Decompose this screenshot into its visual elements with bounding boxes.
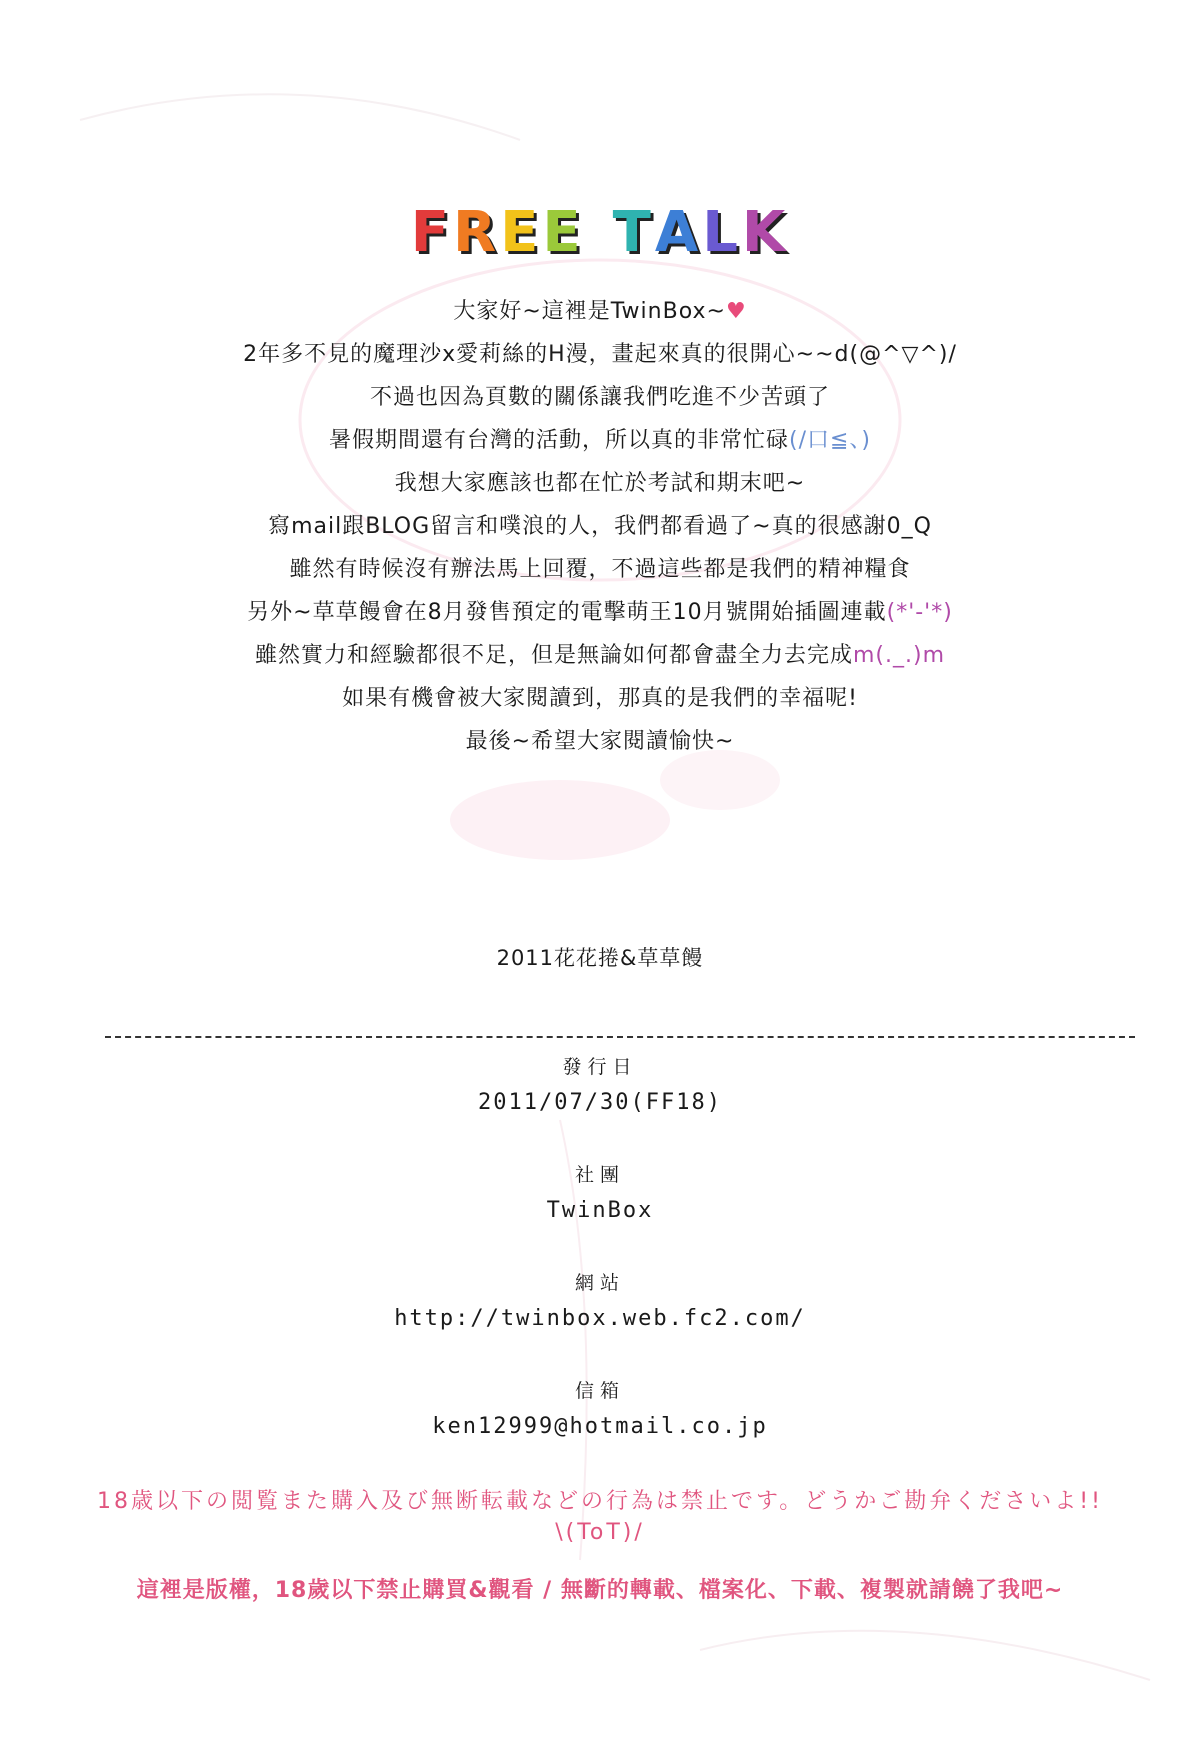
- title-letter: R: [452, 200, 501, 265]
- talk-line: 我想大家應該也都在忙於考試和期末吧~: [394, 471, 806, 496]
- talk-text: 雖然實力和經驗都很不足，但是無論如何都會盡全力去完成: [254, 643, 853, 668]
- talk-line: 最後~希望大家閱讀愉快~: [465, 729, 735, 754]
- free-talk-body: [0, 290, 1200, 763]
- dashed-divider: [105, 1036, 1135, 1038]
- talk-line: 雖然有時候沒有辦法馬上回覆，不過這些都是我們的精神糧食: [289, 557, 911, 582]
- date-value: 2011/07/30(FF18): [478, 1090, 722, 1115]
- title-letter: K: [741, 200, 790, 265]
- website-label: 網站: [574, 1272, 625, 1294]
- title-letter: A: [654, 200, 703, 265]
- age-warning-japanese: 18歳以下の閲覧また購入及び無断転載などの行為は禁止です。どうかご勘弁くださいよ!!: [97, 1489, 1103, 1514]
- emoticon: m(._.)m: [853, 643, 946, 668]
- title-letter: T: [612, 200, 655, 265]
- heart-icon: ♥: [725, 299, 747, 324]
- talk-line: 不過也因為頁數的關係讓我們吃進不少苦頭了: [369, 385, 830, 410]
- crying-emoticon: \(ToT)/: [555, 1520, 645, 1545]
- copyright-warning-chinese: 這裡是版權，18歲以下禁止購買&觀看 / 無斷的轉載、檔案化、下載、複製就請饒了我吧~: [136, 1578, 1064, 1603]
- date-label: 發行日: [562, 1056, 638, 1078]
- website-link[interactable]: http://twinbox.web.fc2.com/: [394, 1306, 806, 1331]
- talk-line: 如果有機會被大家閱讀到，那真的是我們的幸福呢!: [342, 686, 858, 711]
- title-letter: F: [410, 200, 453, 265]
- circle-value: TwinBox: [546, 1198, 654, 1223]
- talk-text: 暑假期間還有台灣的活動，所以真的非常忙碌: [328, 428, 789, 453]
- talk-line: [0, 419, 1200, 462]
- emoticon: (*'-'*): [886, 600, 953, 625]
- circle-label: 社團: [574, 1164, 625, 1186]
- talk-text: 大家好~這裡是TwinBox~: [453, 299, 726, 324]
- talk-line: [0, 591, 1200, 634]
- email-label: 信箱: [574, 1380, 625, 1402]
- copyright-line: 2011花花捲&草草饅: [496, 946, 704, 970]
- emoticon: (/口≦、): [789, 428, 872, 453]
- free-talk-title: [0, 200, 1200, 265]
- title-letter: L: [702, 200, 742, 265]
- talk-line: [0, 634, 1200, 677]
- title-letter: E: [500, 200, 543, 265]
- talk-line: 2年多不見的魔理沙x愛莉絲的H漫，畫起來真的很開心~~d(@^▽^)/: [243, 342, 957, 367]
- talk-line: 寫mail跟BLOG留言和噗浪的人，我們都看過了~真的很感謝0_Q: [268, 514, 932, 539]
- talk-line: [0, 290, 1200, 333]
- title-letter: E: [542, 200, 585, 265]
- colophon: [0, 1050, 1200, 1446]
- talk-text: 另外~草草饅會在8月發售預定的電擊萌王10月號開始插圖連載: [247, 600, 887, 625]
- email-link[interactable]: ken12999@hotmail.co.jp: [432, 1414, 768, 1439]
